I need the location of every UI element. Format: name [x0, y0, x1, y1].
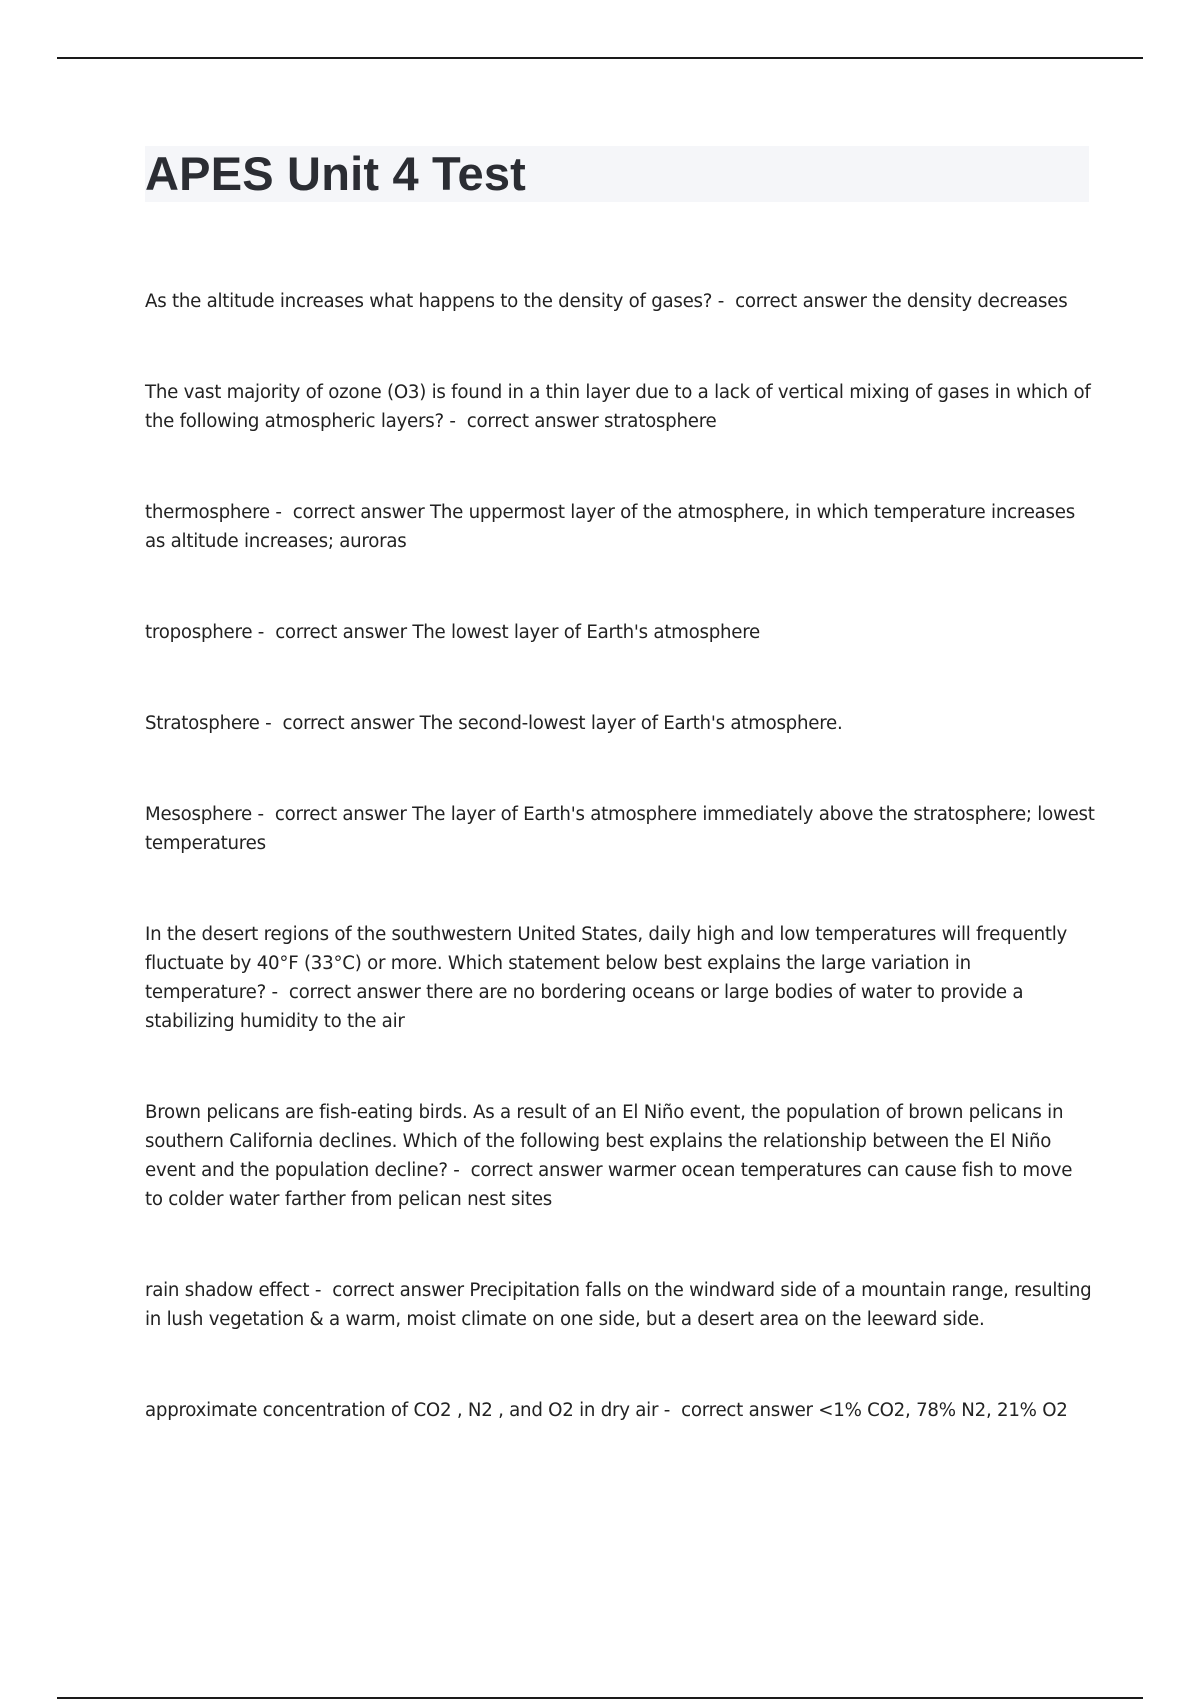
answer-text: correct answer warmer ocean temperatures can cause fish to move to colder water farther from pelican nest sites — [145, 1160, 1073, 1210]
answer-text: correct answer <1% CO2, 78% N2, 21% O2 — [681, 1400, 1068, 1421]
qa-item — [145, 709, 1095, 738]
qa-item — [145, 1098, 1095, 1214]
answer-text: correct answer The layer of Earth's atmosphere immediately above the stratosphere; lowest temperatures — [145, 804, 1095, 854]
question-text: rain shadow effect — [145, 1280, 310, 1301]
question-text: As the altitude increases what happens to the density of gases? — [145, 291, 713, 312]
separator: - — [259, 713, 283, 734]
qa-item — [145, 920, 1095, 1036]
qa-list — [145, 287, 1095, 1487]
qa-item — [145, 378, 1095, 436]
answer-text: correct answer the density decreases — [735, 291, 1068, 312]
answer-text: correct answer Precipitation falls on the windward side of a mountain range, resulting in lush vegetation & a warm, moist climate on one side, but a desert area on the leeward side. — [145, 1280, 1092, 1330]
question-text: Stratosphere — [145, 713, 260, 734]
answer-text: correct answer The lowest layer of Earth's atmosphere — [275, 622, 760, 643]
separator: - — [265, 982, 289, 1003]
question-text: In the desert regions of the southwestern United States, daily high and low temperatures will frequently fluctuate by 40°F (33°C) or more. Which statement below best explains the large variation in temperature? — [145, 924, 1068, 1003]
qa-item — [145, 1276, 1095, 1334]
separator: - — [447, 1160, 471, 1181]
separator: - — [309, 1280, 333, 1301]
answer-text: correct answer The second-lowest layer of Earth's atmosphere. — [282, 713, 843, 734]
bottom-rule — [57, 1697, 1143, 1699]
answer-text: correct answer stratosphere — [466, 411, 717, 432]
separator: - — [443, 411, 467, 432]
question-text: troposphere — [145, 622, 253, 643]
question-text: Mesosphere — [145, 804, 252, 825]
question-text: The vast majority of ozone (O3) is found in a thin layer due to a lack of vertical mixing of gases in which of the following atmospheric layers? — [145, 382, 1091, 432]
question-text: approximate concentration of CO2 , N2 , and O2 in dry air — [145, 1400, 659, 1421]
qa-item — [145, 498, 1095, 556]
top-rule — [57, 57, 1143, 59]
separator: - — [712, 291, 736, 312]
question-text: Brown pelicans are fish-eating birds. As a result of an El Niño event, the population of brown pelicans in southern California declines. Which of the following best explains the relationship between the El Niño event and the population decline? — [145, 1102, 1064, 1181]
qa-item — [145, 800, 1095, 858]
answer-text: correct answer The uppermost layer of the atmosphere, in which temperature increases as altitude increases; auroras — [145, 502, 1075, 552]
qa-item — [145, 287, 1095, 316]
separator: - — [252, 622, 276, 643]
question-text: thermosphere — [145, 502, 270, 523]
separator: - — [269, 502, 293, 523]
qa-item — [145, 1396, 1095, 1425]
qa-item — [145, 618, 1095, 647]
separator: - — [252, 804, 275, 825]
answer-text: correct answer there are no bordering oceans or large bodies of water to provide a stabilizing humidity to the air — [145, 982, 1024, 1032]
separator: - — [658, 1400, 682, 1421]
page-title: APES Unit 4 Test — [145, 147, 527, 200]
